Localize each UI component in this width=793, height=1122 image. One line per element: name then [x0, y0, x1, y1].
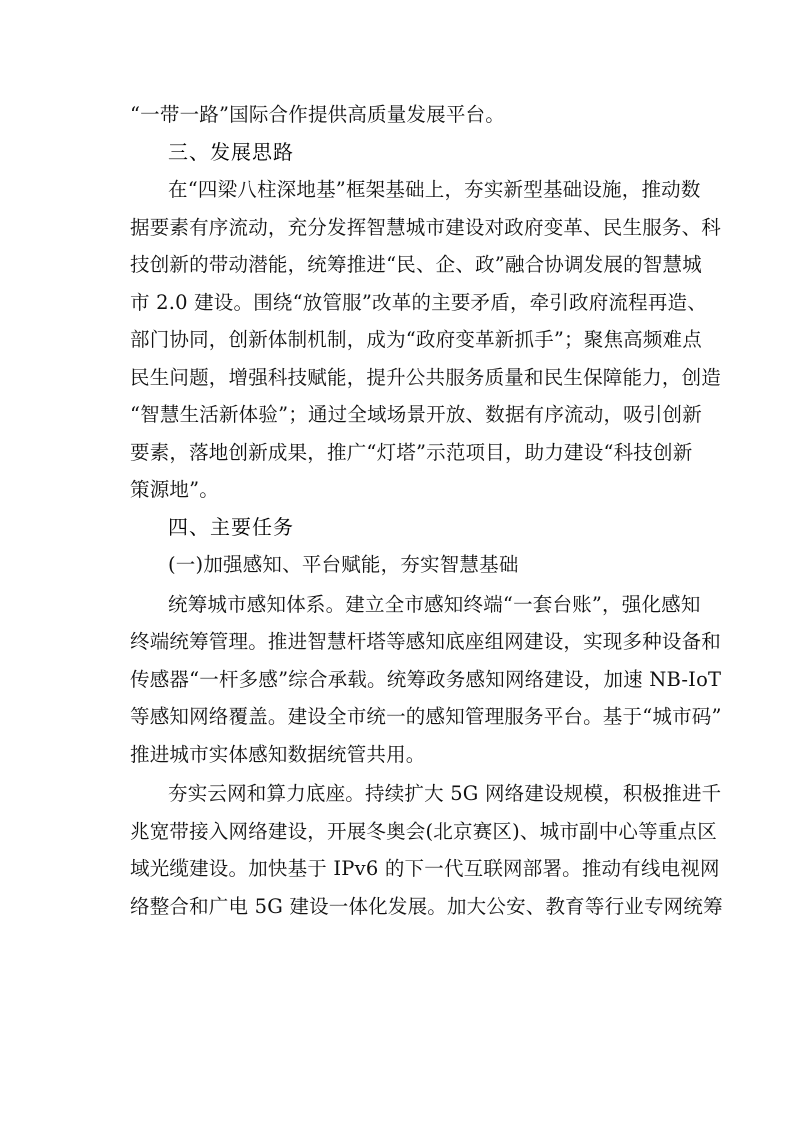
paragraph-line: 等感知网络覆盖。建设全市统一的感知管理服务平台。基于“城市码” — [130, 705, 722, 728]
paragraph-line: 域光缆建设。加快基于 IPv6 的下一代互联网部署。推动有线电视网 — [130, 857, 720, 880]
paragraph-line: 兆宽带接入网络建设，开展冬奥会(北京赛区)、城市副中心等重点区 — [130, 819, 717, 843]
section-heading-development-approach: 三、发展思路 — [168, 139, 294, 164]
paragraph-line: 传感器“一杆多感”综合承载。统筹政务感知网络建设，加速 NB-IoT — [130, 667, 722, 691]
section-heading-main-tasks: 四、主要任务 — [168, 514, 294, 539]
paragraph-line: 在“四梁八柱深地基”框架基础上，夯实新型基础设施，推动数 — [168, 178, 701, 201]
paragraph-line: 夯实云网和算力底座。持续扩大 5G 网络建设规模，积极推进千 — [168, 782, 722, 805]
paragraph-line: 民生问题，增强科技赋能，提升公共服务质量和民生保障能力，创造 — [130, 365, 722, 389]
paragraph-line: 部门协同，创新体制机制，成为“政府变革新抓手”；聚焦高频难点 — [130, 328, 702, 351]
sensing-system-paragraph — [130, 586, 722, 774]
continuation-line: “一带一路”国际合作提供高质量发展平台。 — [130, 103, 505, 126]
document-page — [130, 96, 723, 925]
paragraph-line: 市 2.0 建设。围绕“放管服”改革的主要矛盾，牵引政府流程再造、 — [130, 290, 707, 314]
development-approach-paragraph — [130, 171, 722, 509]
paragraph-line: 据要素有序流动，充分发挥智慧城市建设对政府变革、民生服务、科 — [130, 215, 722, 239]
paragraph-line: 统筹城市感知体系。建立全市感知终端“一套台账”，强化感知 — [168, 592, 701, 616]
paragraph-line: 推进城市实体感知数据统管共用。 — [130, 742, 426, 766]
cloud-network-paragraph — [130, 775, 723, 925]
paragraph-line: “智慧生活新体验”；通过全域场景开放、数据有序流动，吸引创新 — [130, 403, 702, 426]
paragraph-line: 要素，落地创新成果，推广“灯塔”示范项目，助力建设“科技创新 — [130, 440, 693, 464]
paragraph-line: 技创新的带动潜能，统筹推进“民、企、政”融合协调发展的智慧城 — [130, 253, 702, 276]
paragraph-line: 终端统筹管理。推进智慧杆塔等感知底座组网建设，实现多种设备和 — [130, 630, 722, 653]
paragraph-line: 策源地”。 — [130, 478, 219, 501]
subsection-heading: (一)加强感知、平台赋能，夯实智慧基础 — [168, 553, 519, 576]
paragraph-line: 络整合和广电 5G 建设一体化发展。加大公安、教育等行业专网统筹 — [130, 894, 723, 918]
